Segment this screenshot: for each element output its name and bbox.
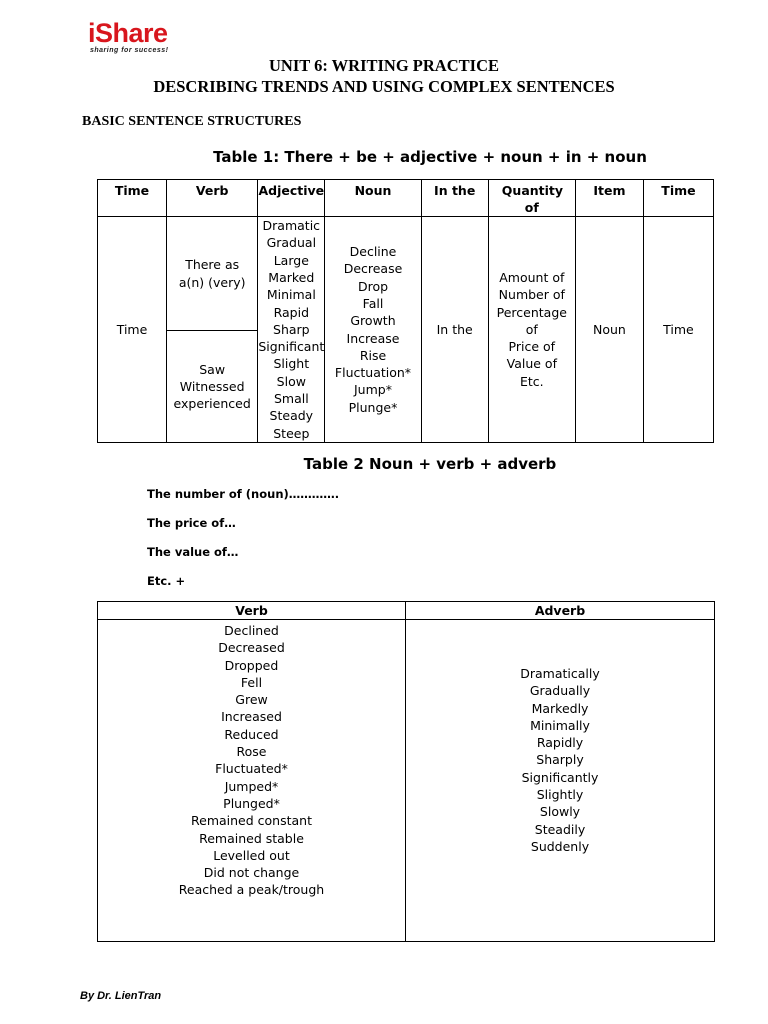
list-item: Declined <box>224 623 279 638</box>
list-item: Decrease <box>343 261 403 277</box>
list-item: Levelled out <box>213 847 290 863</box>
list-item: Small <box>273 391 309 407</box>
table1-time-left: Time <box>98 217 167 443</box>
formula-price-of: The price of… <box>147 516 236 530</box>
author-footer: By Dr. LienTran <box>80 990 162 1002</box>
table1-item: Noun <box>575 217 643 443</box>
table1-adjectives <box>258 217 325 443</box>
table1-header-verb: Verb <box>167 180 258 217</box>
list-item: Slowly <box>539 804 581 820</box>
list-item: Plunged* <box>223 795 280 811</box>
list-item: Slightly <box>536 787 584 803</box>
list-item: Fluctuation* <box>334 365 412 381</box>
list-item: experienced <box>173 396 251 412</box>
list-item: Witnessed <box>179 378 245 394</box>
table1-header-adjective: Adjective <box>258 180 325 217</box>
logo-tagline: sharing for success! <box>90 47 169 54</box>
list-item: Remained constant <box>191 813 312 829</box>
table1-nouns <box>325 217 421 443</box>
list-item: Slight <box>273 356 310 372</box>
list-item: Sharp <box>273 321 310 337</box>
list-item: Fell <box>240 674 263 690</box>
list-item: Reached a peak/trough <box>178 882 325 898</box>
list-item: Dramatically <box>520 666 600 681</box>
list-item: Steadily <box>534 821 586 837</box>
list-item: Did not change <box>203 865 300 881</box>
table1-caption: Table 1: There + be + adjective + noun + in + noun <box>213 148 647 166</box>
list-item: of <box>525 321 538 337</box>
table1-quantity <box>488 217 575 443</box>
table1-header-time-right: Time <box>643 180 713 217</box>
list-item: Significant <box>258 339 325 355</box>
table2-header-verb: Verb <box>98 602 406 620</box>
table1-header-row <box>98 180 714 217</box>
list-item: Increased <box>221 709 282 725</box>
unit-subtitle: DESCRIBING TRENDS AND USING COMPLEX SENTENCES <box>153 77 615 96</box>
formula-number-of: The number of (noun)…………. <box>147 487 340 501</box>
list-item: Rapid <box>273 304 310 320</box>
list-item: Rapidly <box>536 735 584 751</box>
table1-verb-top <box>167 217 258 331</box>
logo-text: iShare <box>88 18 168 48</box>
list-item: Percentage <box>496 304 567 320</box>
list-item: Slow <box>276 373 306 389</box>
list-item: Markedly <box>531 700 589 716</box>
list-item: Plunge* <box>348 399 398 415</box>
section-heading: BASIC SENTENCE STRUCTURES <box>82 114 302 129</box>
list-item: Gradually <box>529 683 591 699</box>
unit-title: UNIT 6: WRITING PRACTICE <box>269 56 499 75</box>
list-item: Number of <box>498 287 565 303</box>
list-item: Rose <box>236 744 267 760</box>
list-item: Jumped* <box>224 778 279 794</box>
list-item: Amount of <box>499 269 565 285</box>
list-item: Large <box>273 252 309 268</box>
table1-row-top <box>98 217 714 331</box>
formula-etc: Etc. + <box>147 574 186 588</box>
table2-adverbs <box>406 620 715 942</box>
table1-header-item: Item <box>575 180 643 217</box>
table2-header-adverb: Adverb <box>406 602 715 620</box>
table1-header-time: Time <box>98 180 167 217</box>
ishare-logo <box>88 20 198 56</box>
list-item: Fluctuated* <box>215 761 288 777</box>
table1-header-quantity-text: Quantity of <box>501 183 564 215</box>
list-item: Dropped <box>224 657 279 673</box>
list-item: Fall <box>362 295 384 311</box>
list-item: Minimally <box>530 717 590 733</box>
table2-body-row <box>98 620 715 942</box>
list-item: Decreased <box>218 640 285 656</box>
table1 <box>97 179 714 443</box>
list-item: Steady <box>269 408 314 424</box>
table2-verbs <box>98 620 406 942</box>
list-item: Steep <box>273 425 310 441</box>
list-item: Decline <box>349 244 397 260</box>
list-item: Gradual <box>266 235 317 251</box>
list-item: Reduced <box>224 726 279 742</box>
list-item: Minimal <box>266 287 316 303</box>
list-item: There as <box>185 257 240 273</box>
table2-header-row <box>98 602 715 620</box>
list-item: Dramatic <box>262 218 321 234</box>
list-item: Suddenly <box>530 838 590 854</box>
table2 <box>97 601 715 942</box>
list-item: Remained stable <box>199 830 304 846</box>
table1-header-quantity <box>488 180 575 217</box>
list-item: Grew <box>235 692 268 708</box>
list-item: Value of <box>506 356 557 372</box>
list-item: Sharply <box>536 752 584 768</box>
table1-header-in-the: In the <box>421 180 488 217</box>
formula-value-of: The value of… <box>147 545 239 559</box>
table1-in-the: In the <box>421 217 488 443</box>
list-item: Drop <box>357 278 389 294</box>
list-item: Price of <box>508 339 556 355</box>
list-item: Etc. <box>519 373 544 389</box>
list-item: Jump* <box>354 382 392 398</box>
list-item: Increase <box>346 330 400 346</box>
table1-time-right: Time <box>643 217 713 443</box>
list-item: Marked <box>268 269 315 285</box>
table1-header-noun: Noun <box>325 180 421 217</box>
table1-verb-bottom <box>167 331 258 443</box>
list-item: Significantly <box>521 769 599 785</box>
list-item: a(n) (very) <box>178 274 246 290</box>
list-item: Saw <box>199 361 226 377</box>
list-item: Growth <box>350 313 396 329</box>
table2-caption: Table 2 Noun + verb + adverb <box>303 455 557 473</box>
list-item: Rise <box>359 347 387 363</box>
